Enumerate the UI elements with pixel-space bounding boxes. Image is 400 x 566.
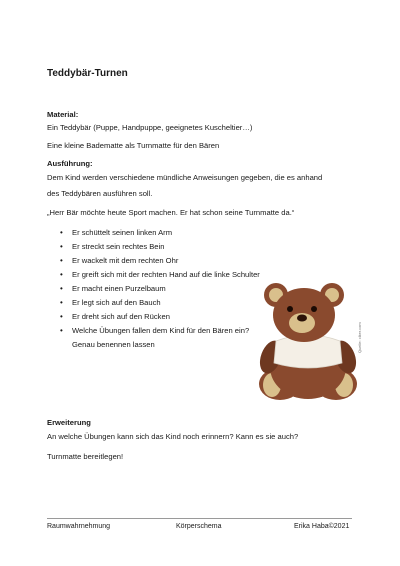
image-credit: Quelle: clker.com: [357, 322, 362, 353]
material-line-1: Ein Teddybär (Puppe, Handpuppe, geeignetes Kuscheltier…): [47, 123, 253, 132]
bullet-icon: •: [60, 228, 63, 237]
teddy-bear-icon: [258, 283, 358, 400]
material-heading: Material:: [47, 110, 79, 119]
bullet-icon: •: [60, 242, 63, 251]
list-continuation: Genau benennen lassen: [72, 340, 155, 349]
ausfuehrung-line-2: des Teddybären ausführen soll.: [47, 189, 153, 198]
list-item: [47, 226, 260, 240]
list-item-text: Er wackelt mit dem rechten Ohr: [72, 256, 179, 265]
footer-left: Raumwahrnehmung: [47, 523, 111, 530]
footer-divider: [47, 518, 352, 519]
erweiterung-line-1: An welche Übungen kann sich das Kind noch erinnern? Kann es sie auch?: [47, 432, 299, 441]
list-item-text: Welche Übungen fallen dem Kind für den Bären ein?: [72, 326, 250, 335]
erweiterung-heading: Erweiterung: [47, 418, 91, 427]
bullet-icon: •: [60, 270, 63, 279]
page-title: Teddybär-Turnen: [47, 68, 128, 79]
material-line-2: Eine kleine Bademattе als Turnmatte für den Bären: [47, 141, 220, 150]
list-item-text: Er schüttelt seinen linken Arm: [72, 228, 173, 237]
bullet-icon: •: [60, 298, 63, 307]
erweiterung-line-2: Turnmatte bereitlegen!: [47, 452, 124, 461]
list-item: [47, 324, 260, 338]
list-item-text: Er legt sich auf den Bauch: [72, 298, 161, 307]
list-item-text: Er streckt sein rechtes Bein: [72, 242, 165, 251]
intro-quote: „Herr Bär möchte heute Sport machen. Er hat schon seine Turnmatte da.“: [47, 208, 295, 217]
list-item: [47, 282, 260, 296]
list-item: [47, 254, 260, 268]
list-item: [47, 310, 260, 324]
bullet-icon: •: [60, 256, 63, 265]
bullet-icon: •: [60, 326, 63, 335]
bullet-icon: •: [60, 312, 63, 321]
list-item-text: Er greift sich mit der rechten Hand auf die linke Schulter: [72, 270, 260, 279]
list-item-text: Er macht einen Purzelbaum: [72, 284, 166, 293]
list-item-text: Er dreht sich auf den Rücken: [72, 312, 170, 321]
exercise-list: [47, 226, 260, 338]
bullet-icon: •: [60, 284, 63, 293]
footer-right: Erika Haba©2021: [294, 523, 350, 530]
list-item: [47, 268, 260, 282]
footer-center: Körperschema: [176, 523, 222, 530]
ausfuehrung-line-1: Dem Kind werden verschiedene mündliche Anweisungen gegeben, die es anhand: [47, 173, 323, 182]
teddy-bear-illustration: [258, 281, 358, 401]
list-item: [47, 240, 260, 254]
ausfuehrung-heading: Ausführung:: [47, 159, 93, 168]
list-item: [47, 296, 260, 310]
